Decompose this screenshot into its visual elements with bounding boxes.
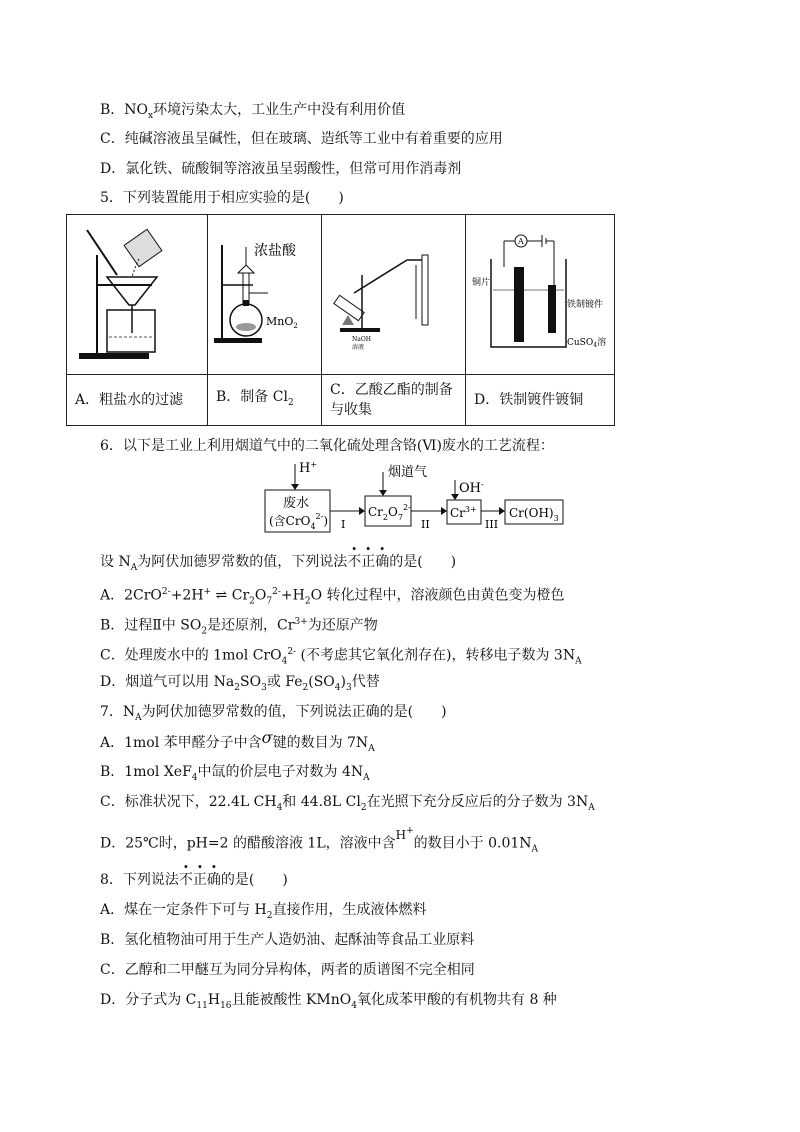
q6-flow-diagram — [255, 460, 595, 540]
q8-option-d: D．分子式为 $C_{11}H_{16}$且能被酸性 KMnO$_4$氧化成苯甲酸的有机物共有 8 种 — [100, 992, 557, 1011]
q8-stem: 8．下列说法不正确的是( ) — [100, 872, 288, 888]
caption-b: B．制备 $Cl_2$ — [208, 375, 322, 426]
ammeter-label: A — [518, 237, 524, 246]
q8-option-b: B．氢化植物油可用于生产人造奶油、起酥油等食品工业原料 — [100, 932, 475, 948]
flow-box1-line1: 废水 — [283, 496, 310, 511]
electroplating-diagram — [466, 215, 614, 370]
equilibrium-arrow-icon: ⇌ — [211, 587, 232, 604]
flow-oh: OH- — [459, 480, 484, 496]
q4-option-b: B．$NO_x$环境污染太大，工业生产中没有利用价值 — [100, 102, 406, 121]
q8-option-c: C．乙醇和二甲醚互为同分异构体，两者的质谱图不完全相同 — [100, 962, 475, 978]
q7-option-b: B．1mol XeF$_4$中氙的价层电子对数为 $4N_A$ — [100, 764, 370, 783]
filtration-diagram — [67, 215, 207, 370]
apparatus-d-image — [466, 215, 615, 375]
flow-box3-text: $Cr^{3+}$ — [450, 505, 477, 520]
label-solution: 溶液 — [352, 344, 365, 351]
label-cuso4: CuSO$_4$溶 — [567, 338, 607, 349]
flow-box4-text: $Cr(OH)_3$ — [509, 506, 559, 523]
caption-c: C．乙酸乙酯的制备 与收集 — [322, 375, 466, 426]
flow-box2-text: $Cr_2O_7^{2-}$ — [368, 503, 411, 522]
ester-apparatus-diagram — [322, 215, 465, 370]
label-naoh: NaOH — [352, 336, 371, 343]
chlorine-apparatus-diagram — [208, 215, 321, 370]
q5-stem: 5．下列装置能用于相应实验的是( ) — [100, 190, 344, 206]
q7-option-d: D．25℃时，pH=2 的醋酸溶液 1L，溶液中含H+的数目小于 $0.01N_A$ — [100, 826, 539, 855]
q6-stem: 6．以下是工业上利用烟道气中的二氧化硫处理含铬(Ⅵ)废水的工艺流程： — [100, 438, 554, 454]
q4-option-d: D．氯化铁、硫酸铜等溶液虽呈弱酸性，但常可用作消毒剂 — [100, 161, 462, 177]
q7-stem: 7．$N_A$为阿伏加德罗常数的值，下列说法正确的是( ) — [100, 704, 447, 723]
apparatus-b-image — [208, 215, 322, 375]
apparatus-c-image — [322, 215, 466, 375]
label-copper: 铜片 — [472, 278, 491, 288]
flow-step2: II — [421, 518, 430, 531]
label-iron-piece: 铁制镀件 — [567, 300, 604, 310]
q7-option-a: A．1mol 苯甲醛分子中含σ键的数目为 $7N_A$ — [100, 728, 375, 754]
q5-apparatus-table — [66, 214, 615, 426]
q7-option-c: C．标准状况下，22.4L $CH_4$和 44.8L $Cl_2$在光照下充分反应后的分子数为 $3N_A$ — [100, 794, 595, 813]
flow-hplus: H+ — [299, 460, 318, 476]
caption-d: D．铁制镀件镀铜 — [466, 375, 615, 426]
q6-option-b: B．过程Ⅱ中 $SO_2$是还原剂，$Cr^{3+}$为还原产物 — [100, 617, 378, 637]
label-mno2: MnO$_2$ — [266, 315, 298, 330]
q6-intro: 设 $N_A$为阿伏加德罗常数的值，下列说法不正确的是( ) — [100, 554, 457, 573]
q6-option-c: C．处理废水中的 1mol CrO$_4^{2-}$ (不考虑其它氧化剂存在)，转移电子数为 $3N_A$ — [100, 647, 582, 667]
flow-step1: I — [341, 518, 346, 531]
q4-option-c: C．纯碱溶液虽呈碱性，但在玻璃、造纸等工业中有着重要的应用 — [100, 131, 503, 147]
flow-box1-line2: (含CrO$_4^{2-}$) — [269, 512, 329, 531]
apparatus-a-image — [67, 215, 208, 375]
q6-option-a: A．2CrO$^{2-}$+2H+ ⇌ $Cr_2O_7^{2-}+H_2O$ 转化过程中，溶液颜色由黄色变为橙色 — [100, 587, 565, 607]
caption-a: A．粗盐水的过滤 — [67, 375, 208, 426]
flow-step3: III — [485, 518, 499, 531]
q8-option-a: A．煤在一定条件下可与 $H_2$直接作用，生成液体燃料 — [100, 902, 427, 921]
label-conc-hcl: 浓盐酸 — [254, 243, 296, 259]
flow-flue-gas: 烟道气 — [388, 465, 428, 480]
q6-option-d: D．烟道气可以用 $Na_2SO_3$或 $Fe_2(SO_4)_3$代替 — [100, 674, 380, 693]
